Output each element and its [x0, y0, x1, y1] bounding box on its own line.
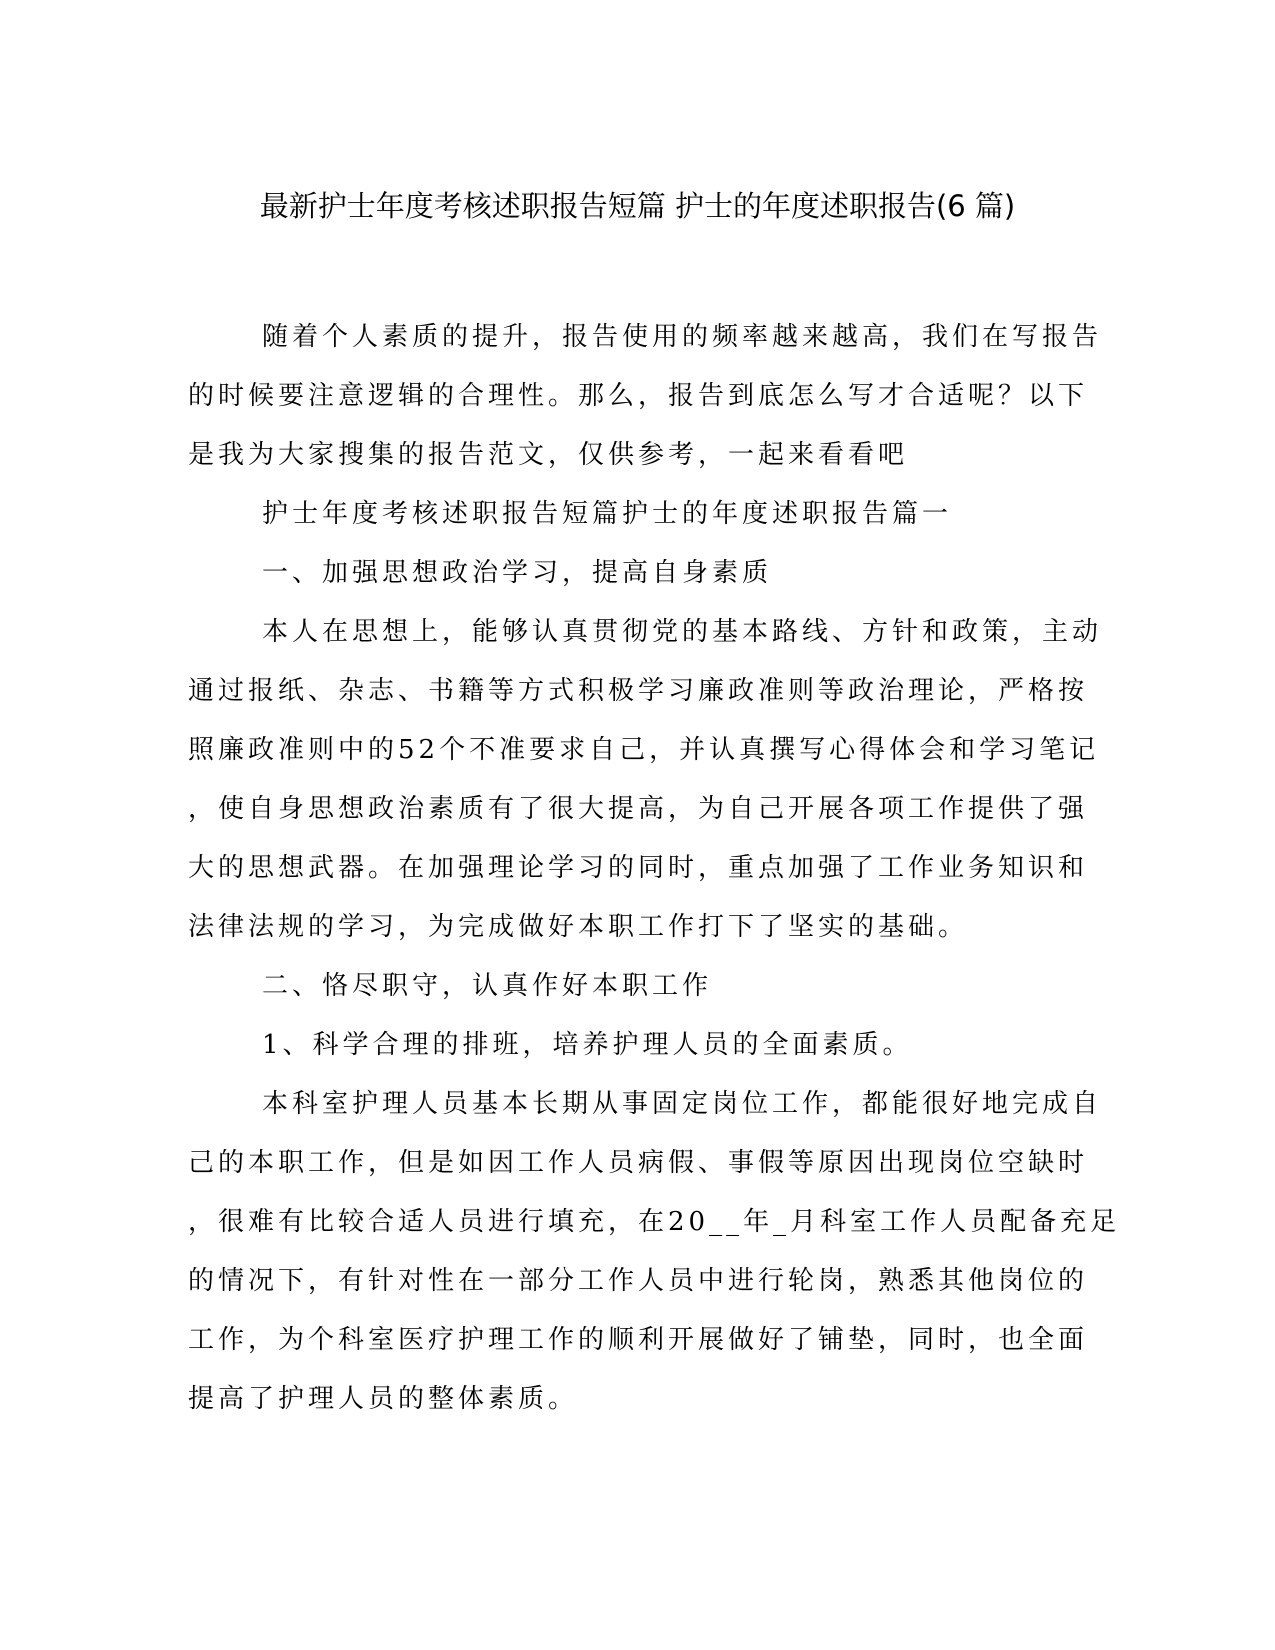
- paragraph-line: ，使自身思想政治素质有了很大提高，为自己开展各项工作提供了强: [188, 794, 1089, 824]
- paragraph-line: 的情况下，有针对性在一部分工作人员中进行轮岗，熟悉其他岗位的: [188, 1266, 1089, 1296]
- paragraph-line: ，很难有比较合适人员进行填充，在20__年_月科室工作人员配备充足: [188, 1207, 1121, 1237]
- paragraph-line: 是我为大家搜集的报告范文，仅供参考，一起来看看吧: [188, 440, 909, 470]
- section-heading: 护士年度考核述职报告短篇护士的年度述职报告篇一: [262, 499, 953, 529]
- paragraph-line: 本科室护理人员基本长期从事固定岗位工作，都能很好地完成自: [262, 1089, 1103, 1119]
- paragraph-line: 己的本职工作，但是如因工作人员病假、事假等原因出现岗位空缺时: [188, 1148, 1089, 1178]
- subsection-heading: 1、科学合理的排班，培养护理人员的全面素质。: [262, 1030, 913, 1060]
- paragraph-line: 照廉政准则中的52个不准要求自己，并认真撰写心得体会和学习笔记: [188, 735, 1100, 765]
- paragraph-line: 通过报纸、杂志、书籍等方式积极学习廉政准则等政治理论，严格按: [188, 676, 1089, 706]
- paragraph-line: 的时候要注意逻辑的合理性。那么，报告到底怎么写才合适呢？以下: [188, 381, 1089, 411]
- paragraph-line: 法律法规的学习，为完成做好本职工作打下了坚实的基础。: [188, 912, 969, 942]
- paragraph-line: 大的思想武器。在加强理论学习的同时，重点加强了工作业务知识和: [188, 853, 1089, 883]
- paragraph-line: 随着个人素质的提升，报告使用的频率越来越高，我们在写报告: [262, 322, 1103, 352]
- document-title: 最新护士年度考核述职报告短篇 护士的年度述职报告(6 篇): [259, 189, 1016, 223]
- section-heading: 二、恪尽职守，认真作好本职工作: [262, 971, 713, 1001]
- paragraph-line: 本人在思想上，能够认真贯彻党的基本路线、方针和政策，主动: [262, 617, 1103, 647]
- paragraph-line: 工作，为个科室医疗护理工作的顺利开展做好了铺垫，同时，也全面: [188, 1325, 1089, 1355]
- paragraph-line: 提高了护理人员的整体素质。: [188, 1384, 579, 1414]
- section-heading: 一、加强思想政治学习，提高自身素质: [262, 558, 773, 588]
